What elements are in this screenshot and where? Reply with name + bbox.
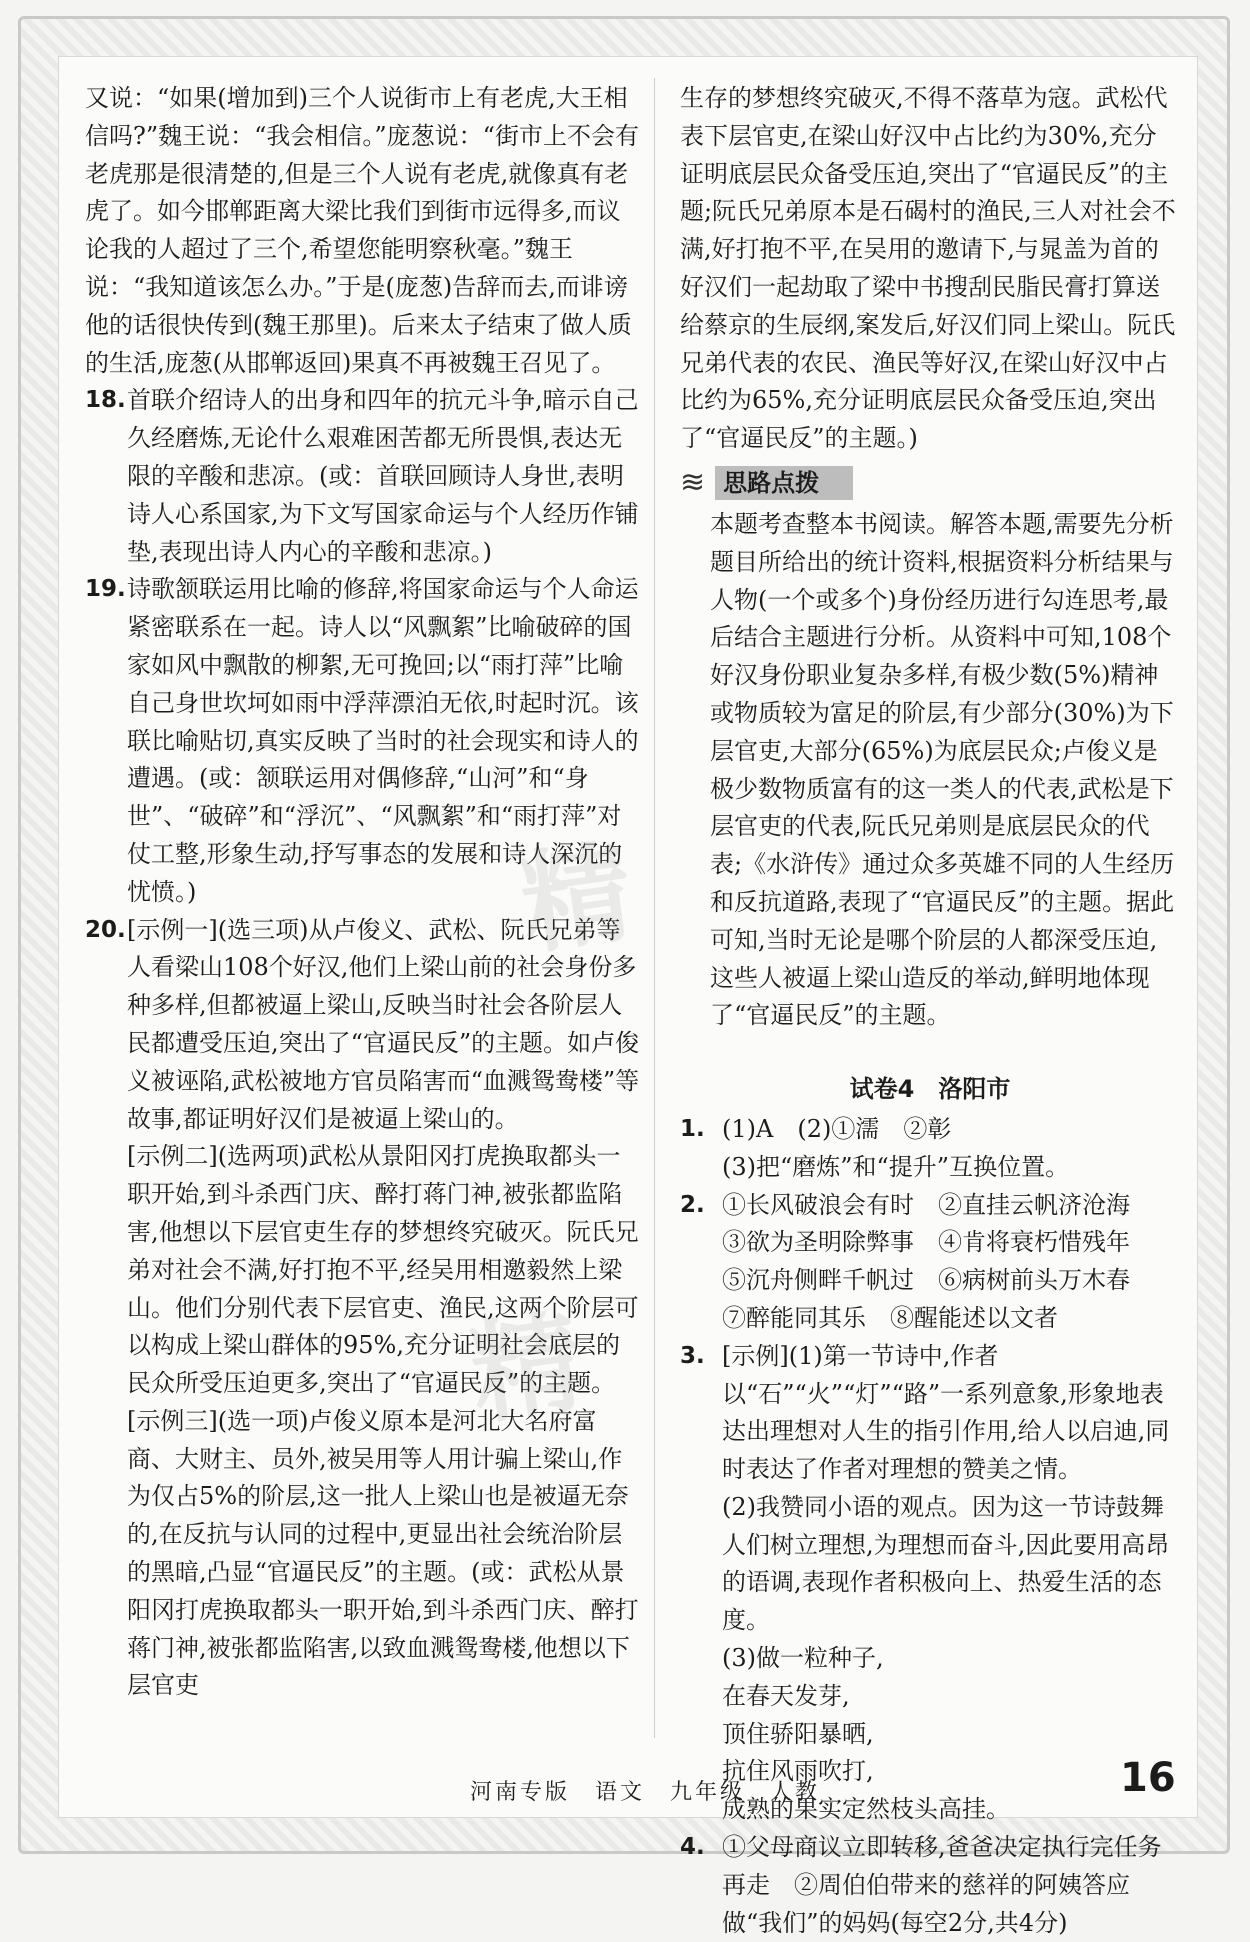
answer-line: (2)我赞同小语的观点。因为这一节诗鼓舞人们树立理想,为理想而奋斗,因此要用高昂的语调,表现作者积极向上、热爱生活的态度。 — [722, 1492, 1170, 1635]
example-two: [示例二](选两项)武松从景阳冈打虎换取都头一职开始,到斗杀西门庆、醉打蒋门神,被张都监陷害,他想以下层官吏生存的梦想终究破灭。阮氏兄弟对社会不满,好打抱不平,经吴用相邀毅然上梁山。他们分别代表下层官吏、渔民,这两个阶层可以构成上梁山群体的95%,充分证明社会底层的民众所受压迫更多,突出了“官逼民反”的主题。 — [127, 1142, 639, 1398]
answer-18 — [85, 382, 640, 571]
answer-1 — [680, 1111, 1180, 1187]
example-one: [示例一](选三项)从卢俊义、武松、阮氏兄弟等人看梁山108个好汉,他们上梁山前的社会身份多种多样,但都被逼上梁山,反映当时社会各阶层人民都遭受压迫,突出了“官逼民反”的主题。如卢俊义被诬陷,武松被地方官员陷害而“血溅鸳鸯楼”等故事,都证明好汉们是被逼上梁山的。 — [127, 915, 640, 1133]
answer-line: (1)A (2)①濡 ②彰 — [722, 1114, 952, 1143]
question-number: 20. — [85, 916, 126, 943]
poem-line: (3)做一粒种子, — [722, 1644, 884, 1673]
tip-body: 本题考查整本书阅读。解答本题,需要先分析题目所给出的统计资料,根据资料分析结果与人物(一个或多个)身份经历进行勾连思考,最后结合主题进行分析。从资料中可知,108个好汉身份职业复杂多样,有极少数(5%)精神或物质较为富足的阶层,有少部分(30%)为下层官吏,大部分(65%)为底层民众;卢俊义是极少数物质富有的这一类人的代表,武松是下层官吏的代表,阮氏兄弟则是底层民众的代表;《水浒传》通过众多英雄不同的人生经历和反抗道路,表现了“官逼民反”的主题。据此可知,当时无论是哪个阶层的人都深受压迫,这些人被逼上梁山造反的举动,鲜明地体现了“官逼民反”的主题。 — [710, 509, 1175, 1030]
translation-paragraph: 又说：“如果(增加到)三个人说街市上有老虎,大王相信吗?”魏王说：“我会相信。”庞葱说：“街市上不会有老虎那是很清楚的,但是三个人说有老虎,就像真有老虎了。如今邯郸距离大梁比我们到街市远得多,而议论我的人超过了三个,希望您能明察秋毫。”魏王说：“我知道该怎么办。”于是(庞葱)告辞而去,而诽谤他的话很快传到(魏王那里)。后来太子结束了做人质的生活,庞葱(从邯郸返回)果真不再被魏王召见了。 — [85, 84, 639, 377]
watermark: 精 — [462, 1296, 598, 1440]
question-number: 1. — [680, 1115, 705, 1142]
answer-line: ③欲为圣明除弊事 ④肯将衰朽惜残年 — [722, 1228, 1130, 1257]
wave-icon: ≋ — [680, 465, 706, 501]
question-number: 3. — [680, 1342, 705, 1369]
answer-line: ⑦醉能同其乐 ⑧醒能述以文者 — [722, 1303, 1058, 1332]
question-number: 4. — [680, 1834, 705, 1861]
paper-title: 试卷4 洛阳市 — [849, 1075, 1011, 1104]
page-footer: 河南专版 语文 九年级 人教 — [470, 1780, 821, 1805]
answer-text: 首联介绍诗人的出身和四年的抗元斗争,暗示自己久经磨炼,无论什么艰难困苦都无所畏惧,表达无限的辛酸和悲凉。(或：首联回顾诗人身世,表明诗人心系国家,为下文写国家命运与个人经历作铺垫,表现出诗人内心的辛酸和悲凉。) — [127, 386, 639, 566]
watermark: 精 — [512, 826, 648, 970]
question-number: 18. — [85, 387, 126, 414]
answer-text: ①父母商议立即转移,爸爸决定执行完任务再走 ②周伯伯带来的慈祥的阿姨答应做“我们”的妈妈(每空2分,共4分) — [722, 1833, 1162, 1937]
answer-line: (3)把“磨炼”和“提升”互换位置。 — [722, 1152, 1070, 1181]
answer-line: [示例](1)第一节诗中,作者以“石”“火”“灯”“路”一系列意象,形象地表达出理想对人生的指引作用,给人以启迪,同时表达了作者对理想的赞美之情。 — [722, 1341, 1170, 1484]
poem-line: 成熟的果实定然枝头高挂。 — [722, 1795, 1010, 1824]
poem-line: 在春天发芽, — [722, 1681, 850, 1710]
column-divider — [654, 78, 655, 1738]
page-number: 16 — [1120, 1755, 1176, 1801]
answer-line: ①长风破浪会有时 ②直挂云帆济沧海 — [722, 1190, 1130, 1219]
answer-line: ⑤沉舟侧畔千帆过 ⑥病树前头万木春 — [722, 1266, 1130, 1295]
answer-4 — [680, 1829, 1180, 1942]
example-three: [示例三](选一项)卢俊义原本是河北大名府富商、大财主、员外,被吴用等人用计骗上梁山,作为仅占5%的阶层,这一批人上梁山也是被逼无奈的,在反抗与认同的过程中,更显出社会统治阶层的黑暗,凸显“官逼民反”的主题。(或：武松从景阳冈打虎换取都头一职开始,到斗杀西门庆、醉打蒋门神,被张都监陷害,以致血溅鸳鸯楼,他想以下层官吏 — [127, 1406, 639, 1700]
question-number: 2. — [680, 1191, 705, 1218]
continued-answer: 生存的梦想终究破灭,不得不落草为寇。武松代表下层官吏,在梁山好汉中占比约为30%,充分证明底层民众备受压迫,突出了“官逼民反”的主题;阮氏兄弟原本是石碣村的渔民,三人对社会不满,好打抱不平,在吴用的邀请下,与晁盖为首的好汉们一起劫取了梁中书搜刮民脂民膏打算送给蔡京的生辰纲,案发后,好汉们同上梁山。阮氏兄弟代表的农民、渔民等好汉,在梁山好汉中占比约为65%,充分证明底层民众备受压迫,突出了“官逼民反”的主题。) — [680, 84, 1176, 453]
right-column — [680, 80, 1180, 1942]
answer-3 — [680, 1338, 1180, 1829]
poem-line: 抗住风雨吹打, — [722, 1757, 874, 1786]
tip-title: 思路点拨 — [715, 466, 853, 500]
tip-header — [680, 464, 1180, 502]
answer-2 — [680, 1187, 1180, 1338]
answer-text: 诗歌颔联运用比喻的修辞,将国家命运与个人命运紧密联系在一起。诗人以“风飘絮”比喻破碎的国家如风中飘散的柳絮,无可挽回;以“雨打萍”比喻自己身世坎坷如雨中浮萍漂泊无依,时起时沉。该联比喻贴切,真实反映了当时的社会现实和诗人的遭遇。(或：颔联运用对偶修辞,“山河”和“身世”、“破碎”和“浮沉”、“风飘絮”和“雨打萍”对仗工整,形象生动,抒写事态的发展和诗人深沉的忧愤。) — [127, 575, 639, 906]
question-number: 19. — [85, 576, 126, 603]
poem-line: 顶住骄阳暴晒, — [722, 1719, 874, 1748]
